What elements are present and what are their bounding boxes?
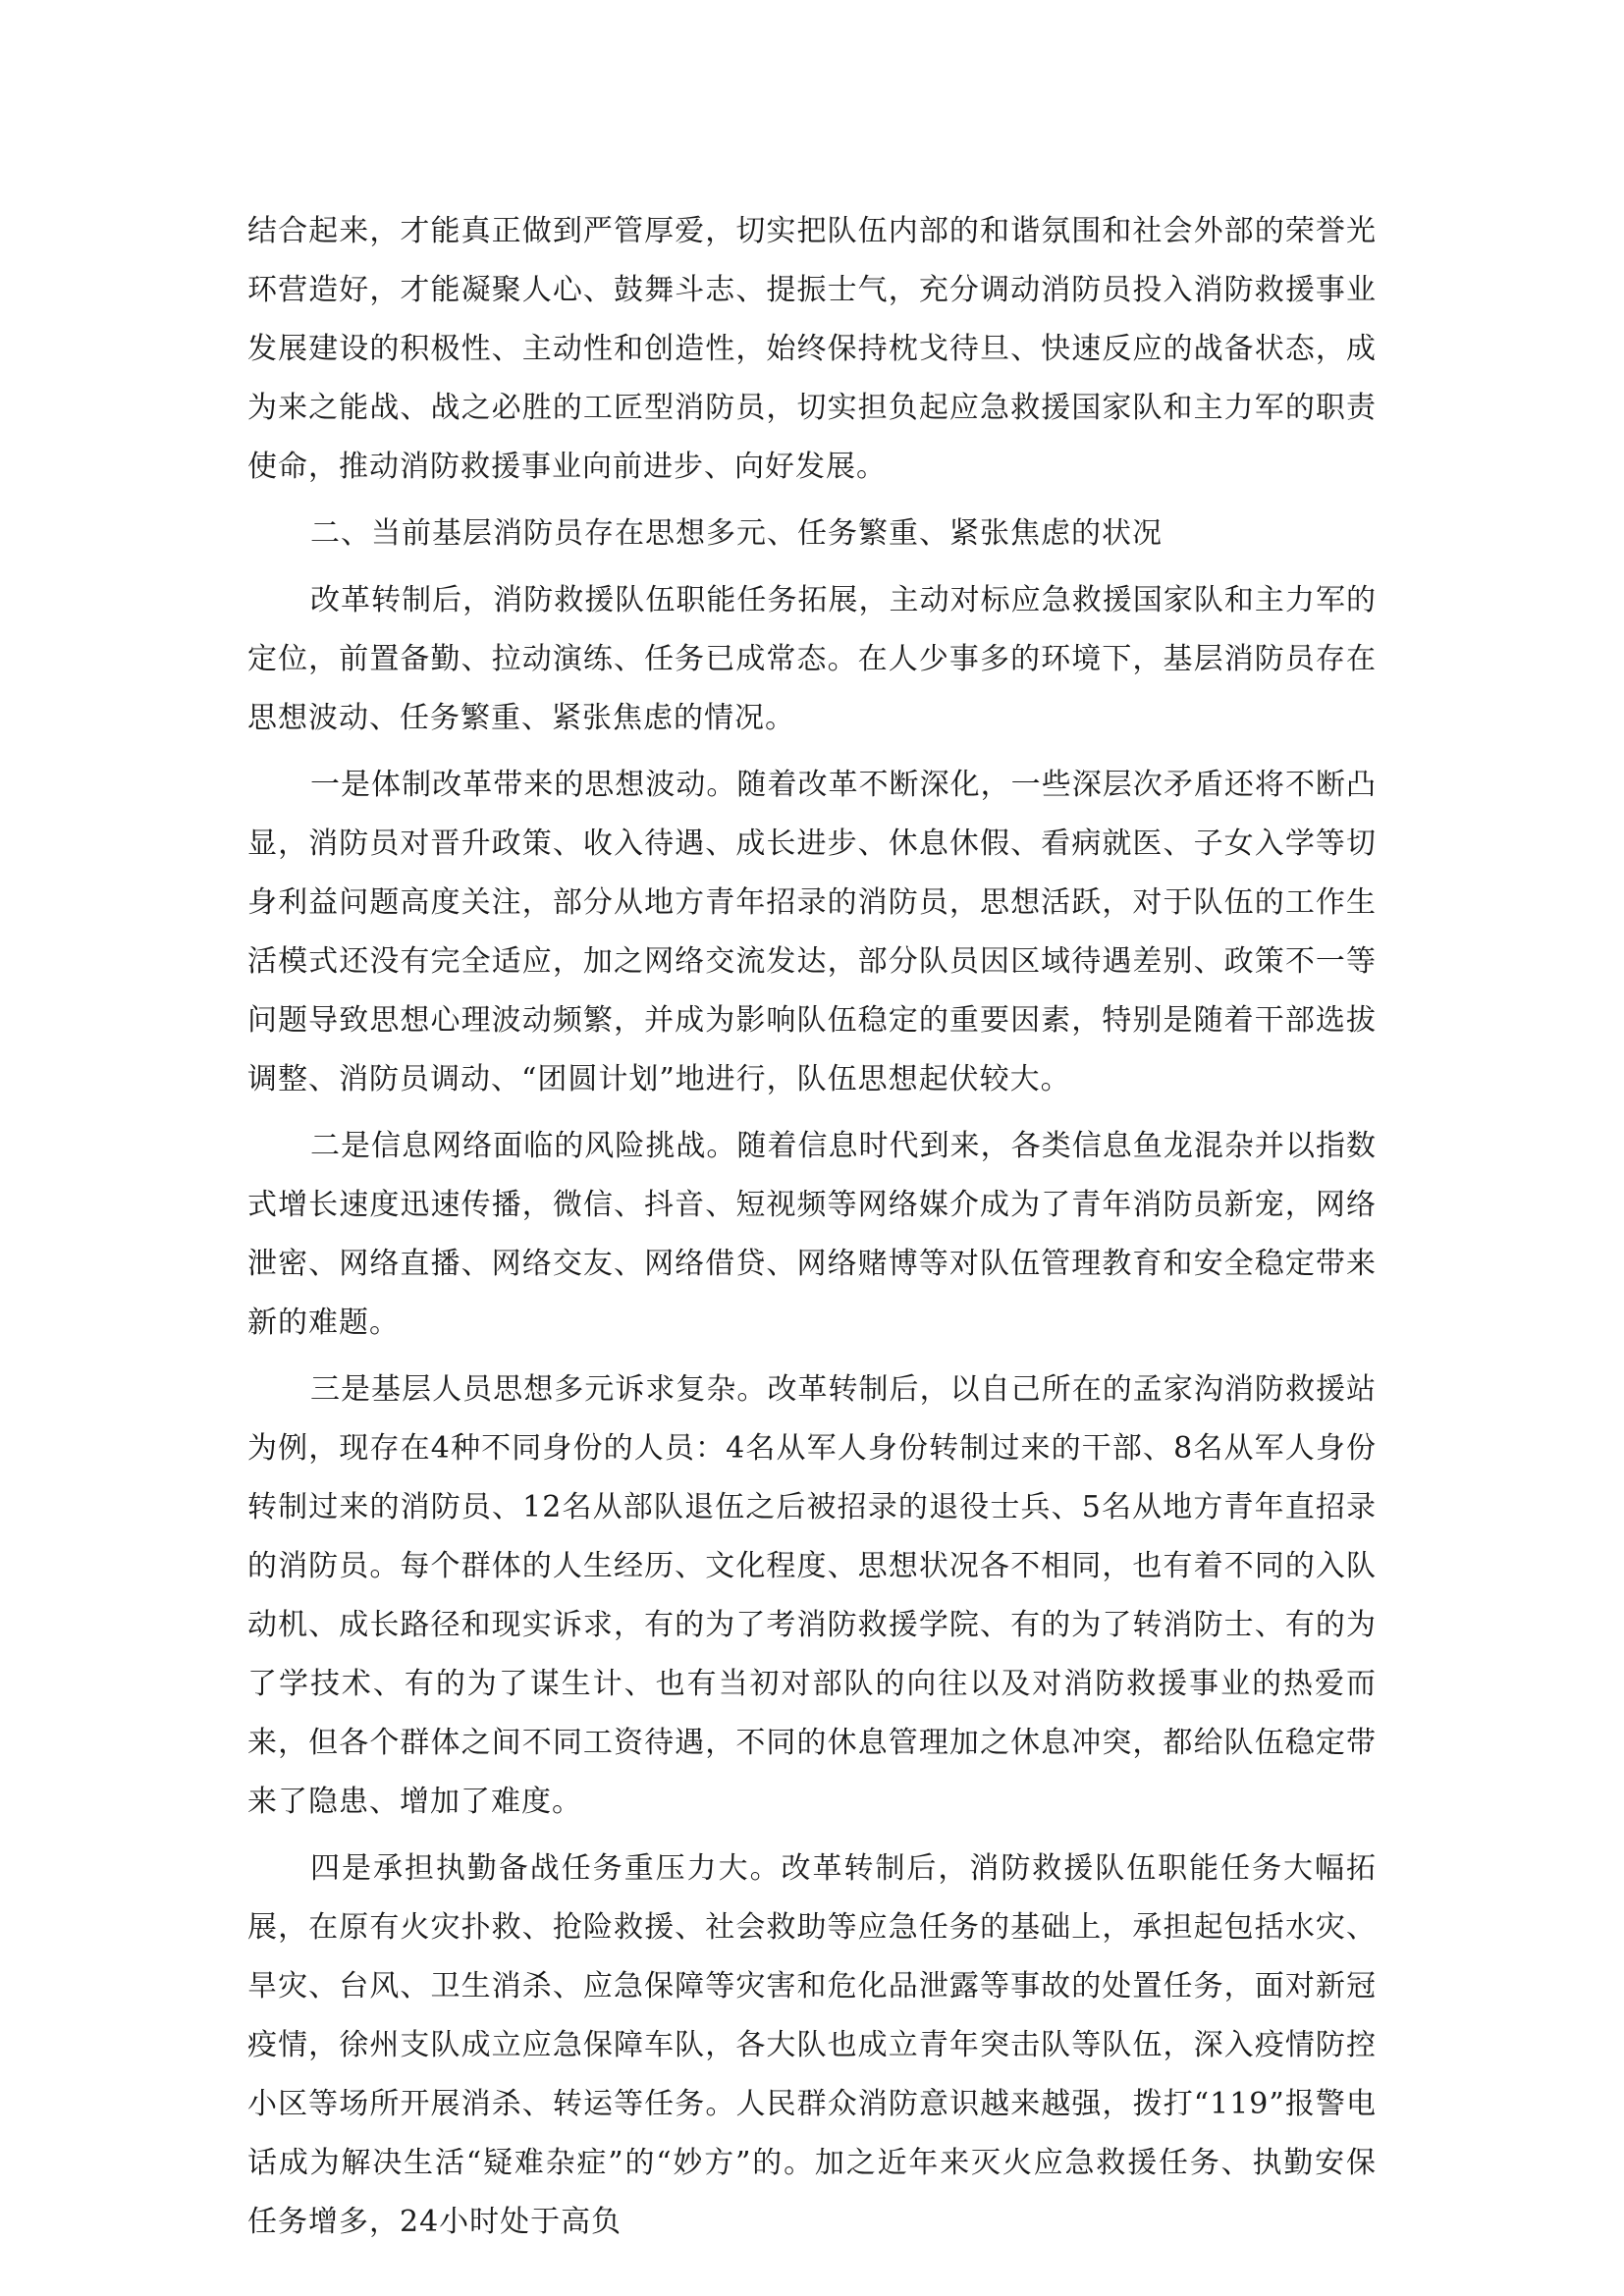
paragraph-point-3: 三是基层人员思想多元诉求复杂。改革转制后，以自己所在的孟家沟消防救援站为例，现存在4种不同身份的人员：4名从军人身份转制过来的干部、8名从军人身份转制过来的消防员、12名从部队退伍之后被招录的退役士兵、5名从地方青年直招录的消防员。每个群体的人生经历、文化程度、思想状况各不相同，也有着不同的入队动机、成长路径和现实诉求，有的为了考消防救援学院、有的为了转消防士、有的为了学技术、有的为了谋生计、也有当初对部队的向往以及对消防救援事业的热爱而来，但各个群体之间不同工资待遇，不同的休息管理加之休息冲突，都给队伍稳定带来了隐患、增加了难度。 <box>247 1372 1377 1819</box>
paragraph-point-1: 一是体制改革带来的思想波动。随着改革不断深化，一些深层次矛盾还将不断凸显，消防员对晋升政策、收入待遇、成长进步、休息休假、看病就医、子女入学等切身利益问题高度关注，部分从地方青年招录的消防员，思想活跃，对于队伍的工作生活模式还没有完全适应，加之网络交流发达，部分队员因区域待遇差别、政策不一等问题导致思想心理波动频繁，并成为影响队伍稳定的重要因素，特别是随着干部选拔调整、消防员调动、“团圆计划”地进行，队伍思想起伏较大。 <box>247 768 1377 1096</box>
paragraph-intro: 改革转制后，消防救援队伍职能任务拓展，主动对标应急救援国家队和主力军的定位，前置备勤、拉动演练、任务已成常态。在人少事多的环境下，基层消防员存在思想波动、任务繁重、紧张焦虑的情况。 <box>247 583 1377 735</box>
section-heading: 二、当前基层消防员存在思想多元、任务繁重、紧张焦虑的状况 <box>310 516 1163 551</box>
paragraph-continuation: 结合起来，才能真正做到严管厚爱，切实把队伍内部的和谐氛围和社会外部的荣誉光环营造好，才能凝聚人心、鼓舞斗志、提振士气，充分调动消防员投入消防救援事业发展建设的积极性、主动性和创造性，始终保持枕戈待旦、快速反应的战备状态，成为来之能战、战之必胜的工匠型消防员，切实担负起应急救援国家队和主力军的职责使命，推动消防救援事业向前进步、向好发展。 <box>247 214 1377 484</box>
document-body <box>247 202 1377 2260</box>
paragraph-point-2: 二是信息网络面临的风险挑战。随着信息时代到来，各类信息鱼龙混杂并以指数式增长速度迅速传播，微信、抖音、短视频等网络媒介成为了青年消防员新宠，网络泄密、网络直播、网络交友、网络借贷、网络赌博等对队伍管理教育和安全稳定带来新的难题。 <box>247 1129 1377 1340</box>
paragraph-point-4: 四是承担执勤备战任务重压力大。改革转制后，消防救援队伍职能任务大幅拓展，在原有火灾扑救、抢险救援、社会救助等应急任务的基础上，承担起包括水灾、旱灾、台风、卫生消杀、应急保障等灾害和危化品泄露等事故的处置任务，面对新冠疫情，徐州支队成立应急保障车队，各大队也成立青年突击队等队伍，深入疫情防控小区等场所开展消杀、转运等任务。人民群众消防意识越来越强，拨打“119”报警电话成为解决生活“疑难杂症”的“妙方”的。加之近年来灭火应急救援任务、执勤安保任务增多，24小时处于高负 <box>247 1851 1377 2239</box>
